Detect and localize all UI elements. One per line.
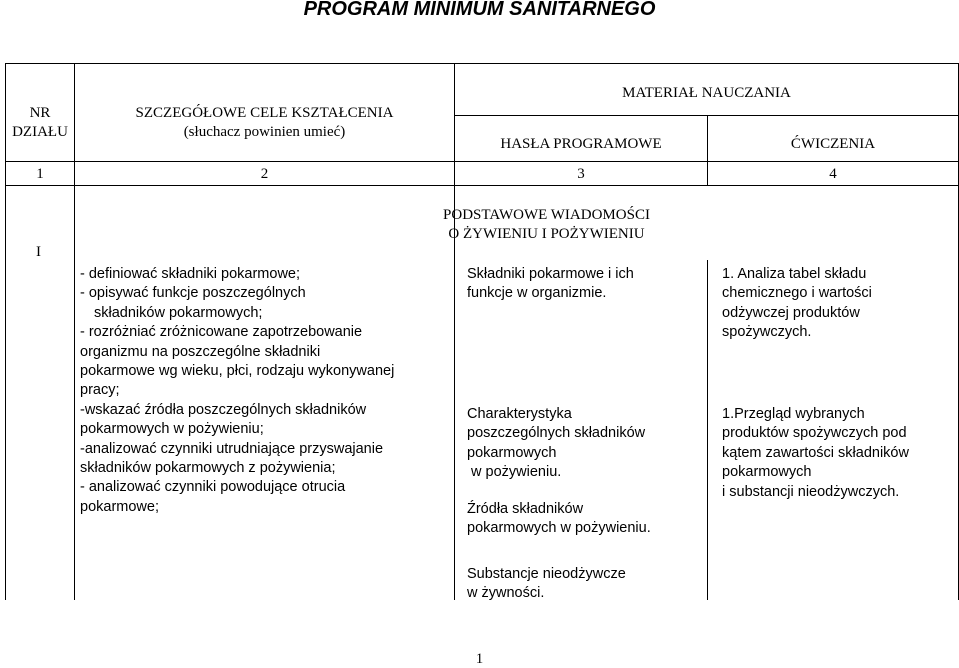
exercise-line: 1. Analiza tabel składu xyxy=(722,266,867,282)
topic-line: w żywności. xyxy=(467,585,545,602)
exercise-block-1 xyxy=(722,265,872,343)
goal-line: - definiować składniki pokarmowe; xyxy=(80,266,301,282)
topic-line: Substancje nieodżywcze xyxy=(467,566,626,582)
section-title-line2: O ŻYWIENIU I POŻYWIENIU xyxy=(448,226,645,242)
page-number: 1 xyxy=(475,651,484,667)
topic-line: Źródła składników xyxy=(467,501,584,517)
topic-block-1 xyxy=(467,265,634,304)
goals-list xyxy=(80,265,394,517)
goal-line: - opisywać funkcje poszczególnych xyxy=(80,285,306,302)
goal-line: pokarmowych w pożywieniu; xyxy=(80,421,264,438)
header-bottom-line xyxy=(5,161,959,162)
exercise-line: pokarmowych xyxy=(722,464,812,481)
table-top-border xyxy=(5,63,959,64)
section-title-line1: PODSTAWOWE WIADOMOŚCI xyxy=(443,207,650,223)
column-number-4: 4 xyxy=(829,166,837,182)
header-exercises: ĆWICZENIA xyxy=(790,136,876,152)
topic-line: w pożywieniu. xyxy=(467,464,562,481)
exercise-block-2 xyxy=(722,405,909,502)
goal-line: pokarmowe; xyxy=(80,498,159,515)
header-goals xyxy=(75,104,454,142)
document-title: PROGRAM MINIMUM SANITARNEGO xyxy=(303,0,656,20)
column-divider-1 xyxy=(74,63,75,600)
exercise-line: spożywczych. xyxy=(722,324,812,341)
goal-line: -wskazać źródła poszczególnych składników xyxy=(80,401,367,418)
exercise-line: i substancji nieodżywczych. xyxy=(722,483,900,500)
column-divider-3-lower xyxy=(707,260,708,600)
goal-line: pracy; xyxy=(80,382,120,399)
topic-line: Składniki pokarmowe i ich xyxy=(467,266,634,282)
exercise-line: odżywczej produktów xyxy=(722,304,860,321)
topic-line: pokarmowych xyxy=(467,444,557,461)
header-topics: HASŁA PROGRAMOWE xyxy=(500,136,662,152)
topic-line: funkcje w organizmie. xyxy=(467,285,607,302)
column-number-3: 3 xyxy=(577,166,585,182)
table-left-border xyxy=(5,63,6,600)
goal-line: składników pokarmowych; xyxy=(94,304,263,321)
goal-line: pokarmowe wg wieku, płci, rodzaju wykonywanej xyxy=(80,363,395,380)
goal-line: -analizować czynniki utrudniające przyswajanie xyxy=(80,440,384,457)
header-goals-line1: SZCZEGÓŁOWE CELE KSZTAŁCENIA xyxy=(135,105,394,121)
column-numbers-bottom-line xyxy=(5,185,959,186)
header-material: MATERIAŁ NAUCZANIA xyxy=(622,85,791,101)
topic-block-4 xyxy=(467,565,626,604)
section-number: I xyxy=(36,244,41,260)
exercise-line: kątem zawartości składników xyxy=(722,444,909,461)
goal-line: - rozróżniać zróżnicowane zapotrzebowanie xyxy=(80,324,363,341)
column-number-1: 1 xyxy=(36,166,44,182)
exercise-line: 1.Przegląd wybranych xyxy=(722,406,865,422)
header-nr xyxy=(6,104,74,142)
goal-line: składników pokarmowych z pożywienia; xyxy=(80,460,336,477)
header-goals-line2: (słuchacz powinien umieć) xyxy=(183,124,346,140)
topic-block-3 xyxy=(467,500,651,539)
section-title xyxy=(75,206,958,244)
exercise-line: produktów spożywczych pod xyxy=(722,425,907,442)
topic-block-2 xyxy=(467,405,645,483)
topic-line: pokarmowych w pożywieniu. xyxy=(467,520,651,537)
goal-line: - analizować czynniki powodujące otrucia xyxy=(80,479,346,496)
header-nr-line2: DZIAŁU xyxy=(12,124,68,140)
goal-line: organizmu na poszczególne składniki xyxy=(80,343,321,360)
header-nr-line1: NR xyxy=(29,105,51,121)
topic-line: poszczególnych składników xyxy=(467,425,646,442)
column-number-2: 2 xyxy=(260,166,269,182)
topic-line: Charakterystyka xyxy=(467,406,572,422)
exercise-line: chemicznego i wartości xyxy=(722,285,872,302)
